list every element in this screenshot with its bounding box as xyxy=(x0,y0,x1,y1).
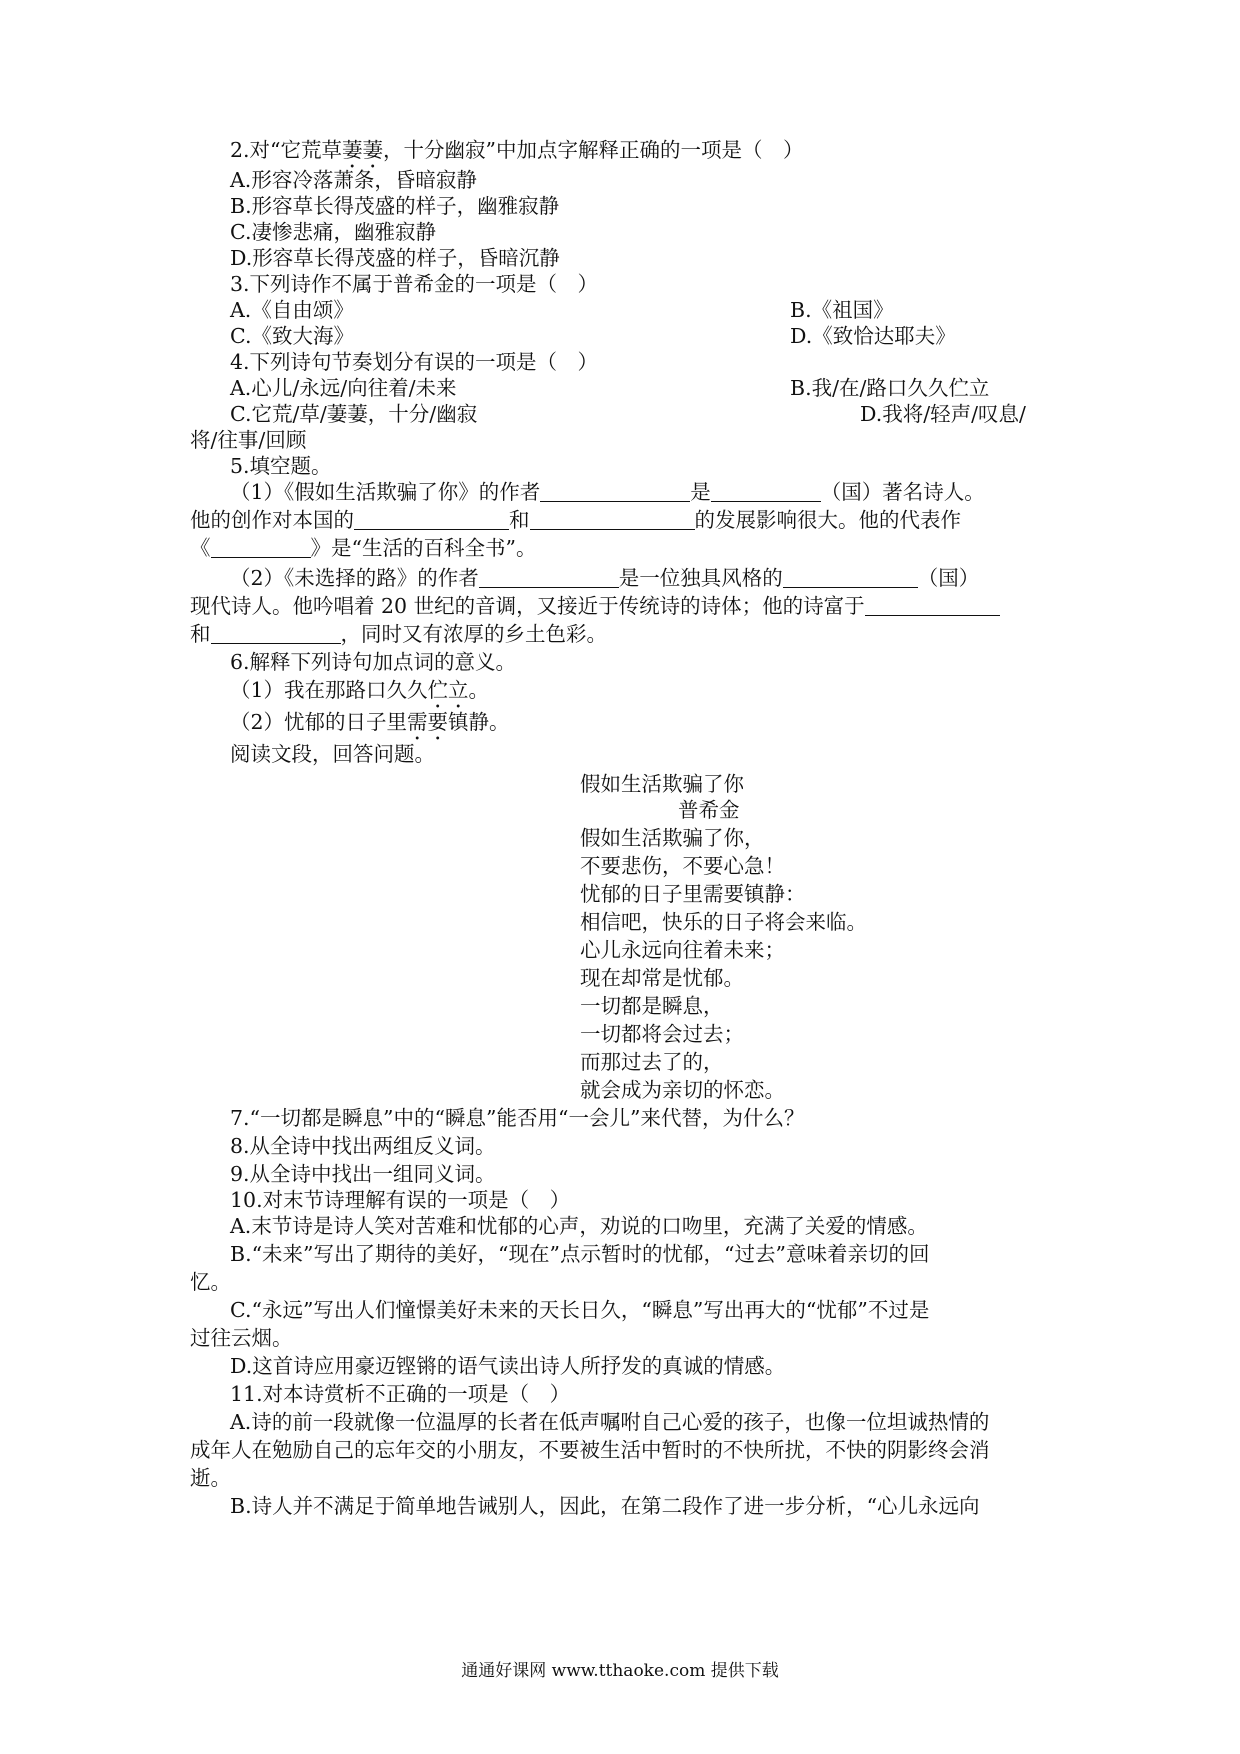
q5-text: （国） xyxy=(917,566,980,590)
q4-option-a: A.心儿/永远/向往着/未来 xyxy=(230,376,457,400)
poem-line: 忧郁的日子里需要镇静： xyxy=(580,882,806,906)
q3-option-b: B.《祖国》 xyxy=(790,298,894,322)
q4-option-b: B.我/在/路口久久伫立 xyxy=(790,376,990,400)
country-blank-2[interactable] xyxy=(783,567,918,588)
q11-option-a-end: 逝。 xyxy=(190,1466,231,1490)
q3-option-a: A.《自由颂》 xyxy=(230,298,354,322)
poem-line: 而那过去了的， xyxy=(580,1050,724,1074)
q5-part2-line3 xyxy=(190,620,607,648)
q9: 9.从全诗中找出一组同义词。 xyxy=(230,1162,496,1186)
q2-stem-dotted: 萋萋 xyxy=(342,138,384,162)
poem-line: 就会成为亲切的怀恋。 xyxy=(580,1078,785,1102)
q5-text: 他的创作对本国的 xyxy=(190,508,354,532)
q10-option-c-continued: 过往云烟。 xyxy=(190,1326,293,1350)
q5-part1-line1 xyxy=(230,478,985,506)
q10-option-b: B.“未来”写出了期待的美好，“现在”点示暂时的忧郁，“过去”意味着亲切的回 xyxy=(230,1242,930,1266)
q6-item-2-suffix: 镇静。 xyxy=(448,710,510,734)
q5-part2-line1 xyxy=(230,564,979,592)
poem-line: 假如生活欺骗了你， xyxy=(580,826,765,850)
poem-line: 不要悲伤，不要心急！ xyxy=(580,854,785,878)
masterpiece-blank[interactable] xyxy=(211,537,311,558)
q5-text: ，同时又有浓厚的乡土色彩。 xyxy=(340,622,607,646)
poem-line: 一切都是瞬息， xyxy=(580,994,724,1018)
q2-option-a: A.形容冷落萧条，昏暗寂静 xyxy=(230,168,477,192)
q5-text: 是 xyxy=(690,480,711,504)
q5-text: （国）著名诗人。 xyxy=(820,480,985,504)
q4-option-d: D.我将/轻声/叹息/ xyxy=(860,402,1026,426)
poem-line: 一切都将会过去； xyxy=(580,1022,744,1046)
q5-text: （2）《未选择的路》的作者 xyxy=(230,566,479,590)
q10-option-c: C.“永远”写出人们憧憬美好未来的天长日久，“瞬息”写出再大的“忧郁”不过是 xyxy=(230,1298,930,1322)
q11-option-a: A.诗的前一段就像一位温厚的长者在低声嘱咐自己心爱的孩子，也像一位坦诚热情的 xyxy=(230,1410,990,1434)
q11-option-a-continued: 成年人在勉励自己的忘年交的小朋友，不要被生活中暂时的不快所扰，不快的阴影终会消 xyxy=(190,1438,990,1462)
poem-author: 普希金 xyxy=(678,798,740,822)
influence-blank-1[interactable] xyxy=(354,509,509,530)
poem-line: 相信吧，快乐的日子将会来临。 xyxy=(580,910,867,934)
poem-line: 现在却常是忧郁。 xyxy=(580,966,744,990)
q2-option-d: D.形容草长得茂盛的样子，昏暗沉静 xyxy=(230,246,560,270)
q5-part2-line2 xyxy=(190,592,1000,620)
q5-text: 《 xyxy=(190,536,211,560)
q3-stem: 3.下列诗作不属于普希金的一项是（ ） xyxy=(230,272,599,296)
q6-item-1-suffix: 。 xyxy=(468,678,490,702)
q5-stem: 5.填空题。 xyxy=(230,454,332,478)
q2-option-c: C.凄惨悲痛，幽雅寂静 xyxy=(230,220,436,244)
poetry-trait-blank-2[interactable] xyxy=(211,623,341,644)
q4-stem: 4.下列诗句节奏划分有误的一项是（ ） xyxy=(230,350,599,374)
q10-option-d: D.这首诗应用豪迈铿锵的语气读出诗人所抒发的真诚的情感。 xyxy=(230,1354,786,1378)
q4-option-c: C.它荒/草/萋萋，十分/幽寂 xyxy=(230,402,478,426)
q2-option-b: B.形容草长得茂盛的样子，幽雅寂静 xyxy=(230,194,560,218)
country-blank[interactable] xyxy=(711,481,821,502)
q11-stem: 11.对本诗赏析不正确的一项是（ ） xyxy=(230,1382,571,1406)
influence-blank-2[interactable] xyxy=(530,509,695,530)
q6-item-2-prefix: （2）忧郁的日子里 xyxy=(230,710,408,734)
q11-option-b: B.诗人并不满足于简单地告诫别人，因此，在第二段作了进一步分析，“心儿永远向 xyxy=(230,1494,980,1518)
q5-part1-line3 xyxy=(190,534,536,562)
poem-line: 心儿永远向往着未来； xyxy=(580,938,785,962)
q2-stem-prefix: 2.对“它荒草 xyxy=(230,138,343,162)
q10-option-a: A.末节诗是诗人笑对苦难和忧郁的心声，劝说的口吻里，充满了关爱的情感。 xyxy=(230,1214,928,1238)
author-blank-2[interactable] xyxy=(479,567,619,588)
q8: 8.从全诗中找出两组反义词。 xyxy=(230,1134,496,1158)
q10-option-b-continued: 忆。 xyxy=(190,1270,231,1294)
q5-text: （1）《假如生活欺骗了你》的作者 xyxy=(230,480,541,504)
q5-part1-line2 xyxy=(190,506,961,534)
q5-text: 是一位独具风格的 xyxy=(618,566,783,590)
q5-text: 和 xyxy=(190,622,211,646)
poem-title: 假如生活欺骗了你 xyxy=(580,772,744,796)
q6-stem: 6.解释下列诗句加点词的意义。 xyxy=(230,650,517,674)
q5-text: 》是“生活的百科全书”。 xyxy=(310,536,537,560)
author-blank[interactable] xyxy=(540,481,690,502)
q3-option-d: D.《致恰达耶夫》 xyxy=(790,324,956,348)
q3-option-c: C.《致大海》 xyxy=(230,324,354,348)
q10-stem: 10.对末节诗理解有误的一项是（ ） xyxy=(230,1188,571,1212)
q5-text: 的发展影响很大。他的代表作 xyxy=(694,508,961,532)
q6-item-2-dotted: 需要 xyxy=(407,710,449,734)
q6-item-1-dotted: 伫立 xyxy=(427,678,469,702)
q2-stem-suffix: ，十分幽寂”中加点字解释正确的一项是（ ） xyxy=(383,138,804,162)
reading-intro: 阅读文段，回答问题。 xyxy=(230,742,435,766)
q4-option-d-continued: 将/往事/回顾 xyxy=(190,428,307,452)
q7: 7.“一切都是瞬息”中的“瞬息”能否用“一会儿”来代替，为什么？ xyxy=(230,1106,805,1130)
poetry-trait-blank-1[interactable] xyxy=(865,595,1000,616)
page-footer: 通通好课网 www.tthaoke.com 提供下载 xyxy=(461,1661,779,1681)
q6-item-1-prefix: （1）我在那路口久久 xyxy=(230,678,428,702)
q5-text: 现代诗人。他吟唱着 20 世纪的音调，又接近于传统诗的诗体；他的诗富于 xyxy=(190,594,865,618)
q5-text: 和 xyxy=(509,508,530,532)
